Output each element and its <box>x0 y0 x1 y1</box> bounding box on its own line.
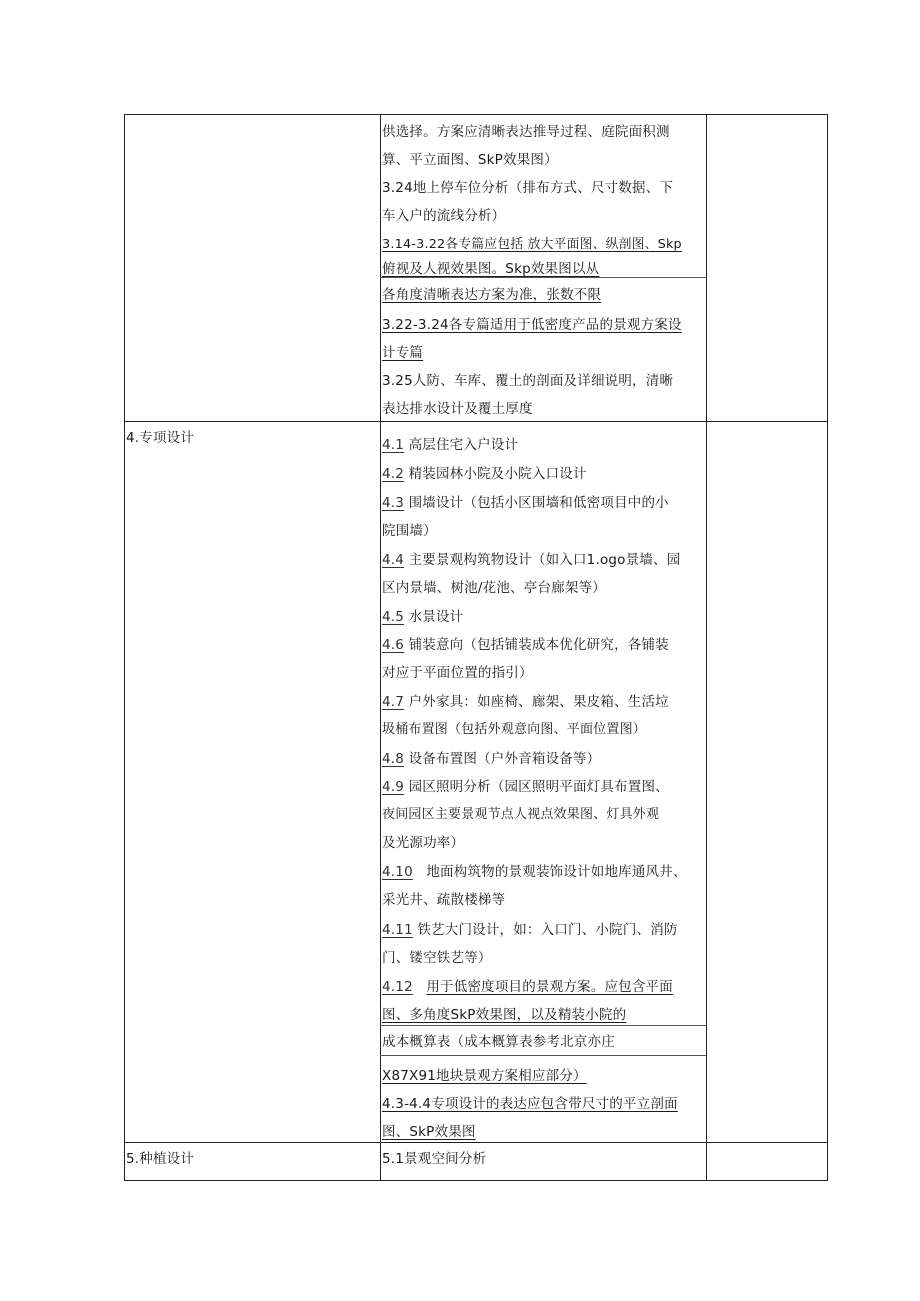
text-line: 俯视及人视效果图。Skp效果图以从 <box>382 261 600 277</box>
text-line: 表达排水设计及覆土厚度 <box>382 401 533 417</box>
text-line: 3.22-3.24各专篇适用于低密度产品的景观方案设 <box>382 317 682 333</box>
text-line: 车入户的流线分析） <box>382 208 506 224</box>
text-line: X87X91地块景观方案相应部分） <box>382 1068 587 1084</box>
item-number: 4.11 <box>382 922 413 938</box>
text-line: 门、镂空铁艺等） <box>382 950 492 966</box>
item-text: 铺装意向（包括铺装成本优化研究，各铺装 <box>408 637 669 653</box>
row-divider-4-5 <box>124 1142 828 1143</box>
text-line: 4.3-4.4专项设计的表达应包含带尺寸的平立剖面 <box>382 1096 678 1112</box>
table-border-left <box>124 114 125 1181</box>
text-line: 院围墙） <box>382 523 437 539</box>
table-column-divider-1 <box>380 114 381 1181</box>
item-number: 4.7 <box>382 694 405 710</box>
item-number: 4.4 <box>382 552 405 568</box>
item-text: 围墙设计（包括小区围墙和低密项目中的小 <box>408 495 669 511</box>
text-line: 夜间园区主要景观节点人视点效果图、灯具外观 <box>382 807 660 822</box>
item-text: 精装园林小院及小院入口设计 <box>408 466 587 482</box>
item-number: 4.12 <box>382 979 413 995</box>
table-border-top <box>124 114 828 115</box>
item-text: 户外家具：如座椅、廊架、果皮箱、生活垃 <box>408 694 669 710</box>
table-border-right <box>827 114 828 1181</box>
list-item-4-8 <box>382 749 600 769</box>
row-title-special-design: 4.专项设计 <box>126 430 195 446</box>
text-line: 算、平立面图、SkP效果图） <box>382 152 558 168</box>
item-text: 设备布置图（户外音箱设备等） <box>408 751 601 767</box>
text-line: 圾桶布置图（包括外观意向图、平面位置图） <box>382 722 647 737</box>
item-number: 4.1 <box>382 437 405 453</box>
cell-split-line <box>380 1025 706 1026</box>
text-line: 区内景墙、树池/花池、亭台廊架等） <box>382 580 606 596</box>
item-text: 园区照明分析（园区照明平面灯具布置图、 <box>408 779 669 795</box>
item-text: 铁艺大门设计，如：入口门、小院门、消防 <box>417 922 678 938</box>
item-number: 4.10 <box>382 864 413 880</box>
item-text: 高层住宅入户设计 <box>408 437 519 453</box>
text-line: 采光井、疏散楼梯等 <box>382 892 506 908</box>
list-item-4-10 <box>382 862 687 882</box>
table-column-divider-2 <box>706 114 707 1181</box>
item-text: 用于低密度项目的景观方案。应包含平面 <box>426 979 673 995</box>
text-line: 3.25人防、车库、覆土的剖面及详细说明，清晰 <box>382 373 674 389</box>
item-number: 4.6 <box>382 637 405 653</box>
text-line: 及光源功率） <box>382 835 465 851</box>
item-text: 主要景观构筑物设计（如入口1.ogo景墙、园 <box>408 552 681 568</box>
text-line: 各角度清晰表达方案为准，张数不限 <box>382 287 602 303</box>
list-item-4-3 <box>382 493 669 513</box>
row-divider-3-4 <box>124 421 828 422</box>
item-number: 4.8 <box>382 751 405 767</box>
text-line: 成本概算表（成本概算表参考北京亦庄 <box>382 1034 615 1050</box>
text-line: 5.1景观空间分析 <box>382 1151 487 1167</box>
item-text: 地面构筑物的景观装饰设计如地库通风井、 <box>426 864 687 880</box>
list-item-4-2 <box>382 464 587 484</box>
list-item-4-9 <box>382 777 669 797</box>
row-title-planting-design: 5.种植设计 <box>126 1151 195 1167</box>
list-item-4-11 <box>382 920 678 940</box>
text-line: 对应于平面位置的指引） <box>382 665 533 681</box>
item-number: 4.2 <box>382 466 405 482</box>
text-line: 图、SkP效果图 <box>382 1124 476 1140</box>
table-border-bottom <box>124 1180 828 1181</box>
item-text: 水景设计 <box>408 609 464 625</box>
text-line: 3.14-3.22各专篇应包括 放大平面图、纵剖图、Skp <box>382 237 682 252</box>
list-item-4-6 <box>382 635 669 655</box>
text-line: 计专篇 <box>382 345 424 361</box>
list-item-4-5 <box>382 607 463 627</box>
item-number: 4.9 <box>382 779 405 795</box>
text-line: 供选择。方案应清晰表达推导过程、庭院面积测 <box>382 124 670 140</box>
item-number: 4.3 <box>382 495 405 511</box>
list-item-4-12 <box>382 977 673 997</box>
text-line: 3.24地上停车位分析（排布方式、尺寸数据、下 <box>382 180 674 196</box>
cell-split-line <box>380 1055 706 1056</box>
list-item-4-1 <box>382 435 518 455</box>
item-number: 4.5 <box>382 609 405 625</box>
text-line: 图、多角度SkP效果图，以及精装小院的 <box>382 1007 627 1023</box>
list-item-4-4 <box>382 550 680 570</box>
list-item-4-7 <box>382 692 669 712</box>
